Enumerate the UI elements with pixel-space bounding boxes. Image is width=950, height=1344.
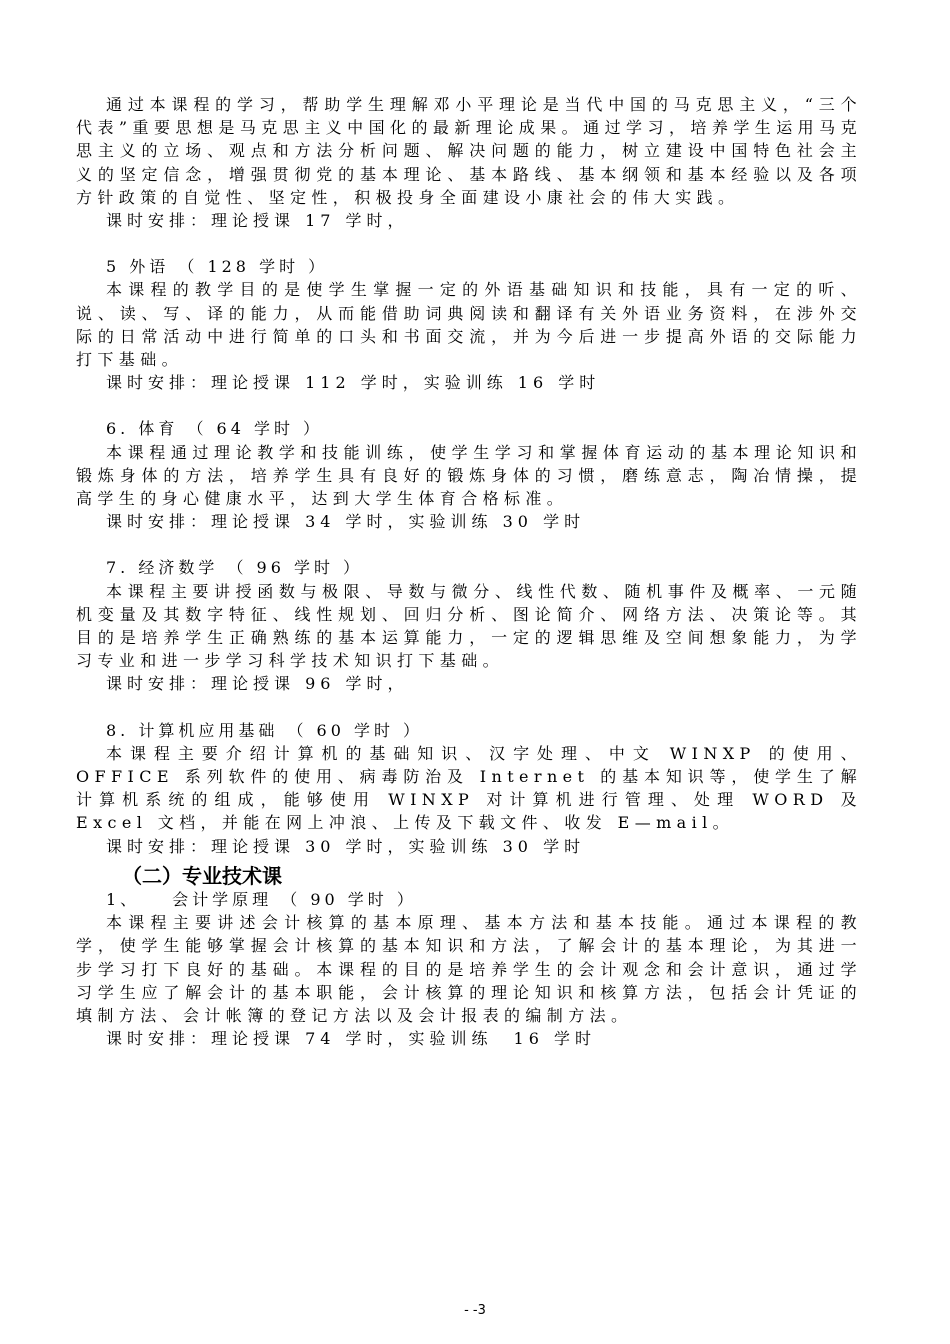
course-hours: 课时安排：理论授课 30 学时，实验训练 30 学时 <box>106 836 586 856</box>
course-description: 本课程主要介绍计算机的基础知识、汉字处理、中文 WINXP 的使用、OFFICE 系列软件的使用、病毒防治及 Internet 的基本知识等，使学生了解计算机系统的组成，能够使用 WINXP 对计算机进行管理、处理 WORD 及 Excel 文档，并能在网上冲浪、上传及下载文件、收发 E—mail。 <box>76 743 862 833</box>
course-description: 本课程主要讲授函数与极限、导数与微分、线性代数、随机事件及概率、一元随机变量及其数字特征、线性规划、回归分析、图论简介、网络方法、决策论等。其目的是培养学生正确熟练的基本运算能力，一定的逻辑思维及空间想象能力，为学习专业和进一步学习科学技术知识打下基础。 <box>76 581 862 671</box>
course-heading: 6. 体育 （ 64 学时 ） <box>106 419 324 439</box>
course-description: 通过本课程的学习，帮助学生理解邓小平理论是当代中国的马克思主义，“三个代表”重要思想是马克思主义中国化的最新理论成果。通过学习，培养学生运用马克思主义的立场、观点和方法分析问题、解决问题的能力，树立建设中国特色社会主义的坚定信念，增强贯彻党的基本理论、基本路线、基本纲领和基本经验以及各项方针政策的自觉性、坚定性，积极投身全面建设小康社会的伟大实践。 <box>76 95 862 207</box>
course-hours: 课时安排：理论授课 112 学时，实验训练 16 学时 <box>106 373 601 393</box>
course-block-accounting <box>76 888 862 1050</box>
course-hours: 课时安排：理论授课 34 学时，实验训练 30 学时 <box>106 512 586 532</box>
course-hours: 课时安排：理论授课 74 学时，实验训练 16 学时 <box>106 1029 596 1049</box>
course-heading: 8. 计算机应用基础 （ 60 学时 ） <box>106 720 424 740</box>
section-title: （二）专业技术课 <box>122 863 282 888</box>
course-hours: 课时安排：理论授课 17 学时， <box>106 211 409 231</box>
course-block-politics <box>76 93 862 232</box>
course-block-pe <box>76 417 862 533</box>
course-description: 本课程通过理论教学和技能训练，使学生学习和掌握体育运动的基本理论知识和锻炼身体的方法，培养学生具有良好的锻炼身体的习惯，磨练意志，陶冶情操，提高学生的身心健康水平，达到大学生体育合格标准。 <box>76 442 862 509</box>
course-description: 本课程的教学目的是使学生掌握一定的外语基础知识和技能，具有一定的听、说、读、写、译的能力，从而能借助词典阅读和翻译有关外语业务资料，在涉外交际的日常活动中进行简单的口头和书面交流，并为今后进一步提高外语的交际能力打下基础。 <box>76 280 862 370</box>
document-body <box>76 93 862 1050</box>
page-number: - -3 <box>464 1303 486 1318</box>
course-block-foreign-language <box>76 255 862 394</box>
course-description: 本课程主要讲述会计核算的基本原理、基本方法和基本技能。通过本课程的教学，使学生能够掌握会计核算的基本知识和方法，了解会计的基本理论，为其进一步学习打下良好的基础。本课程的目的是培养学生的会计观念和会计意识，通过学习学生应了解会计的基本职能，会计核算的理论知识和核算方法，包括会计凭证的填制方法、会计帐簿的登记方法以及会计报表的编制方法。 <box>76 913 862 1025</box>
course-heading: 5 外语 （ 128 学时 ） <box>106 257 329 277</box>
course-heading: 7. 经济数学 （ 96 学时 ） <box>106 558 364 578</box>
course-hours: 课时安排：理论授课 96 学时， <box>106 674 409 694</box>
course-heading: 1、 会计学原理 （ 90 学时 ） <box>106 889 417 909</box>
course-block-economic-math <box>76 556 862 695</box>
course-block-computer <box>76 719 862 858</box>
